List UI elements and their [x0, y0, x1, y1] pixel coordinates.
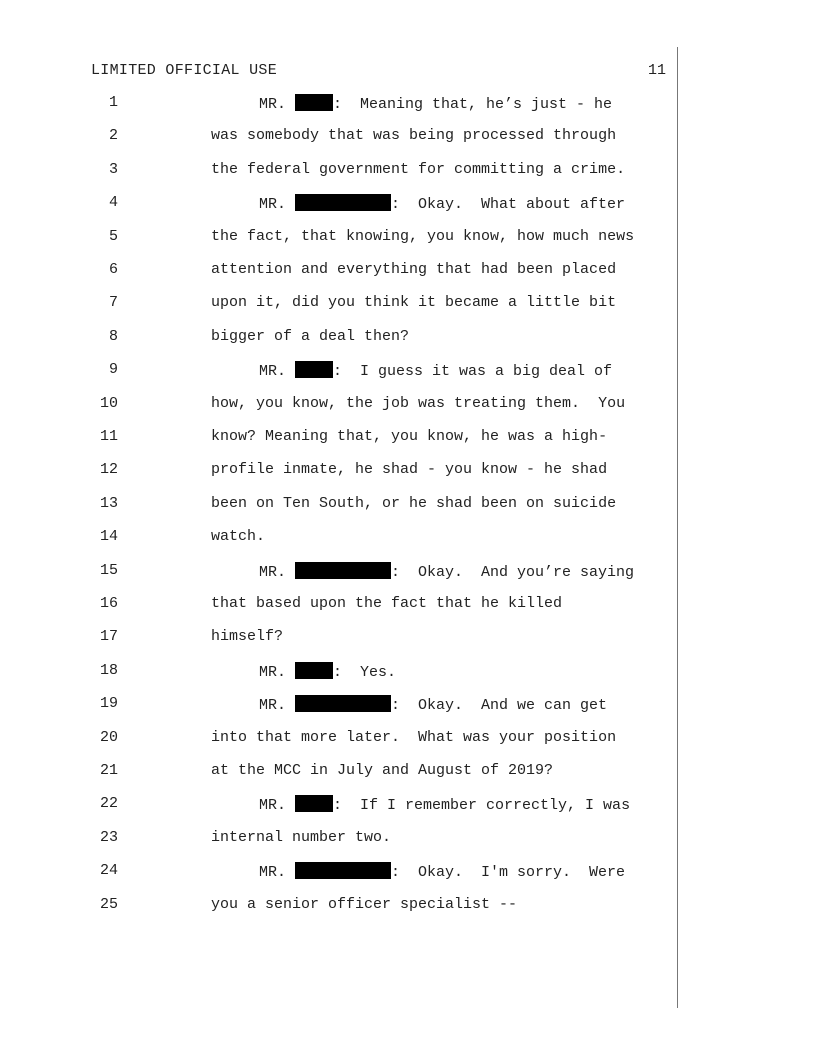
line-text	[211, 729, 616, 746]
transcript-line	[0, 495, 680, 519]
transcript-line	[0, 562, 680, 586]
transcript-line	[0, 228, 680, 252]
line-text	[259, 862, 625, 881]
transcript-line	[0, 628, 680, 652]
line-text	[211, 595, 562, 612]
transcript-line	[0, 428, 680, 452]
transcript-line	[0, 127, 680, 151]
spoken-text: you a senior officer specialist --	[211, 895, 518, 913]
line-text	[211, 528, 265, 545]
line-number: 13	[99, 494, 118, 512]
spoken-text: : Yes.	[333, 663, 397, 681]
speaker-label: MR.	[259, 864, 296, 882]
line-number: 10	[99, 394, 118, 412]
line-text	[211, 428, 607, 445]
line-text	[259, 194, 625, 213]
line-text	[211, 127, 616, 144]
line-text	[211, 395, 625, 412]
spoken-text: himself?	[211, 628, 284, 646]
transcript-line	[0, 662, 680, 686]
line-number: 2	[108, 127, 118, 145]
line-number: 23	[99, 828, 118, 846]
line-text	[211, 294, 616, 311]
line-number: 6	[108, 261, 118, 278]
redaction-box	[295, 862, 391, 879]
transcript-line	[0, 896, 680, 920]
transcript-line	[0, 528, 680, 552]
spoken-text: : I guess it was a big deal of	[333, 363, 613, 381]
spoken-text: at the MCC in July and August of 2019?	[211, 762, 554, 779]
spoken-text: into that more later. What was your position	[211, 728, 617, 746]
line-text	[211, 461, 607, 478]
line-number: 5	[108, 227, 118, 245]
spoken-text: upon it, did you think it became a little bit	[211, 294, 617, 312]
speaker-label: MR.	[259, 196, 296, 214]
transcript-line	[0, 94, 680, 118]
transcript-line	[0, 729, 680, 753]
line-text	[211, 328, 409, 345]
line-number: 11	[99, 428, 118, 445]
transcript-line	[0, 795, 680, 819]
line-number: 22	[99, 795, 118, 813]
transcript-line	[0, 762, 680, 786]
transcript-line	[0, 461, 680, 485]
transcript-line	[0, 328, 680, 352]
redaction-box	[295, 361, 333, 378]
line-text	[211, 628, 283, 645]
speaker-label: MR.	[259, 797, 296, 815]
spoken-text: bigger of a deal then?	[211, 327, 410, 345]
line-number: 1	[108, 94, 118, 111]
line-number: 7	[108, 294, 118, 312]
spoken-text: the fact, that knowing, you know, how much news	[211, 227, 635, 245]
speaker-label: MR.	[259, 96, 296, 113]
line-text	[211, 896, 517, 913]
line-number: 8	[108, 327, 118, 345]
line-number: 15	[99, 561, 118, 579]
spoken-text: know? Meaning that, you know, he was a high-	[211, 428, 608, 445]
spoken-text: the federal government for committing a crime.	[211, 160, 626, 178]
spoken-text: : Okay. What about after	[391, 196, 626, 214]
transcript-line	[0, 161, 680, 185]
transcript-line	[0, 194, 680, 218]
line-text	[259, 94, 612, 113]
spoken-text: : Meaning that, he’s just - he	[333, 96, 613, 113]
line-number: 17	[99, 628, 118, 646]
transcript-line	[0, 361, 680, 385]
spoken-text: watch.	[211, 528, 266, 546]
speaker-label: MR.	[259, 563, 296, 581]
line-number: 24	[99, 862, 118, 880]
spoken-text: : Okay. And you’re saying	[391, 563, 635, 581]
line-text	[211, 495, 616, 512]
classification-header: LIMITED OFFICIAL USE	[91, 62, 278, 79]
line-number: 12	[99, 461, 118, 479]
line-text	[211, 161, 625, 178]
speaker-label: MR.	[259, 363, 296, 381]
redaction-box	[295, 562, 391, 579]
line-text	[211, 228, 634, 245]
line-number: 9	[108, 361, 118, 379]
transcript-line	[0, 395, 680, 419]
line-text	[259, 795, 630, 814]
redaction-box	[295, 695, 391, 712]
line-text	[259, 361, 612, 380]
spoken-text: how, you know, the job was treating them. You	[211, 394, 626, 412]
transcript-line	[0, 294, 680, 318]
transcript-line	[0, 595, 680, 619]
spoken-text: profile inmate, he shad - you know - he shad	[211, 461, 608, 479]
line-number: 19	[99, 695, 118, 713]
spoken-text: internal number two.	[211, 828, 392, 846]
transcript-line	[0, 695, 680, 719]
line-number: 16	[99, 595, 118, 612]
line-number: 14	[99, 528, 118, 546]
line-number: 25	[99, 895, 118, 913]
line-text	[259, 695, 607, 714]
page-number: 11	[648, 62, 667, 79]
line-text	[259, 562, 634, 581]
transcript-line	[0, 829, 680, 853]
redaction-box	[295, 94, 333, 111]
spoken-text: : Okay. I'm sorry. Were	[391, 864, 626, 882]
redaction-box	[295, 795, 333, 812]
line-text	[211, 829, 391, 846]
line-number: 3	[108, 160, 118, 178]
redaction-box	[295, 662, 333, 679]
line-number: 4	[108, 194, 118, 212]
spoken-text: : If I remember correctly, I was	[333, 797, 631, 815]
line-text	[211, 762, 553, 779]
spoken-text: attention and everything that had been placed	[211, 261, 617, 278]
line-text	[259, 662, 396, 681]
line-number: 21	[99, 762, 118, 779]
spoken-text: been on Ten South, or he shad been on suicide	[211, 494, 617, 512]
line-number: 20	[99, 728, 118, 746]
spoken-text: that based upon the fact that he killed	[211, 595, 563, 612]
redaction-box	[295, 194, 391, 211]
transcript-line	[0, 261, 680, 285]
speaker-label: MR.	[259, 663, 296, 681]
speaker-label: MR.	[259, 697, 296, 715]
line-number: 18	[99, 661, 118, 679]
line-text	[211, 261, 616, 278]
spoken-text: : Okay. And we can get	[391, 697, 608, 715]
spoken-text: was somebody that was being processed through	[211, 127, 617, 145]
transcript-line	[0, 862, 680, 886]
